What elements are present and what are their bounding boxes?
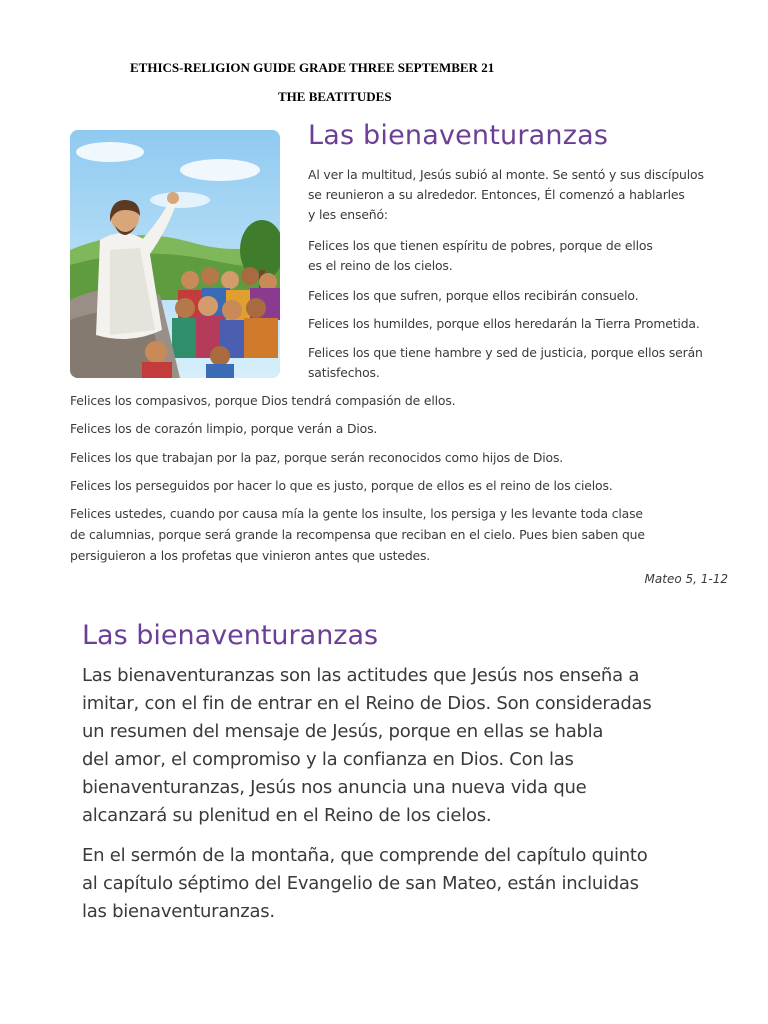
header-title: ETHICS-RELIGION GUIDE GRADE THREE SEPTEMBER 21 [130,60,495,75]
paragraph-2-line-3: las bienaventuranzas. [82,901,275,922]
paragraph-1-line-1: Las bienaventuranzas son las actitudes que Jesús nos enseña a [82,665,640,686]
beatitude-2: Felices los que sufren, porque ellos recibirán consuelo. [308,288,639,303]
intro-line-2: se reunieron a su alrededor. Entonces, Él comenzó a hablarles [308,187,685,202]
beatitude-9-line-2: de calumnias, porque será grande la recompensa que reciban en el cielo. Pues bien saben que [70,527,645,542]
paragraph-1-line-4: del amor, el compromiso y la confianza en Dios. Con las [82,749,574,770]
beatitude-7: Felices los que trabajan por la paz, porque serán reconocidos como hijos de Dios. [70,450,564,465]
intro-line-3: y les enseñó: [308,207,388,222]
beatitude-1-line-2: es el reino de los cielos. [308,258,453,273]
header-subtitle: THE BEATITUDES [278,89,392,104]
paragraph-1-line-3: un resumen del mensaje de Jesús, porque en ellas se habla [82,721,604,742]
paragraph-1-line-6: alcanzará su plenitud en el Reino de los cielos. [82,805,492,826]
section-2-title: Las bienaventuranzas [82,620,379,651]
intro-line-1: Al ver la multitud, Jesús subió al monte. Se sentó y sus discípulos [308,167,704,182]
beatitude-9-line-3: persiguieron a los profetas que vinieron antes que ustedes. [70,548,431,563]
beatitude-5: Felices los compasivos, porque Dios tendrá compasión de ellos. [70,393,456,408]
sermon-on-the-mount-illustration [70,130,280,378]
paragraph-1-line-2: imitar, con el fin de entrar en el Reino de Dios. Son consideradas [82,693,652,714]
section-1-title: Las bienaventuranzas [308,120,609,151]
beatitude-4-line-1: Felices los que tiene hambre y sed de justicia, porque ellos serán [308,345,703,360]
beatitude-8: Felices los perseguidos por hacer lo que es justo, porque de ellos es el reino de los cielos. [70,478,613,493]
paragraph-2-line-2: al capítulo séptimo del Evangelio de san Mateo, están incluidas [82,873,639,894]
paragraph-1-line-5: bienaventuranzas, Jesús nos anuncia una nueva vida que [82,777,587,798]
beatitude-3: Felices los humildes, porque ellos heredarán la Tierra Prometida. [308,316,700,331]
beatitude-4-line-2: satisfechos. [308,365,380,380]
beatitude-6: Felices los de corazón limpio, porque verán a Dios. [70,421,378,436]
beatitude-1-line-1: Felices los que tienen espíritu de pobres, porque de ellos [308,238,653,253]
beatitude-9-line-1: Felices ustedes, cuando por causa mía la gente los insulte, los persiga y les levante toda clase [70,506,643,521]
scripture-citation: Mateo 5, 1-12 [644,572,728,586]
paragraph-2-line-1: En el sermón de la montaña, que comprende del capítulo quinto [82,845,648,866]
